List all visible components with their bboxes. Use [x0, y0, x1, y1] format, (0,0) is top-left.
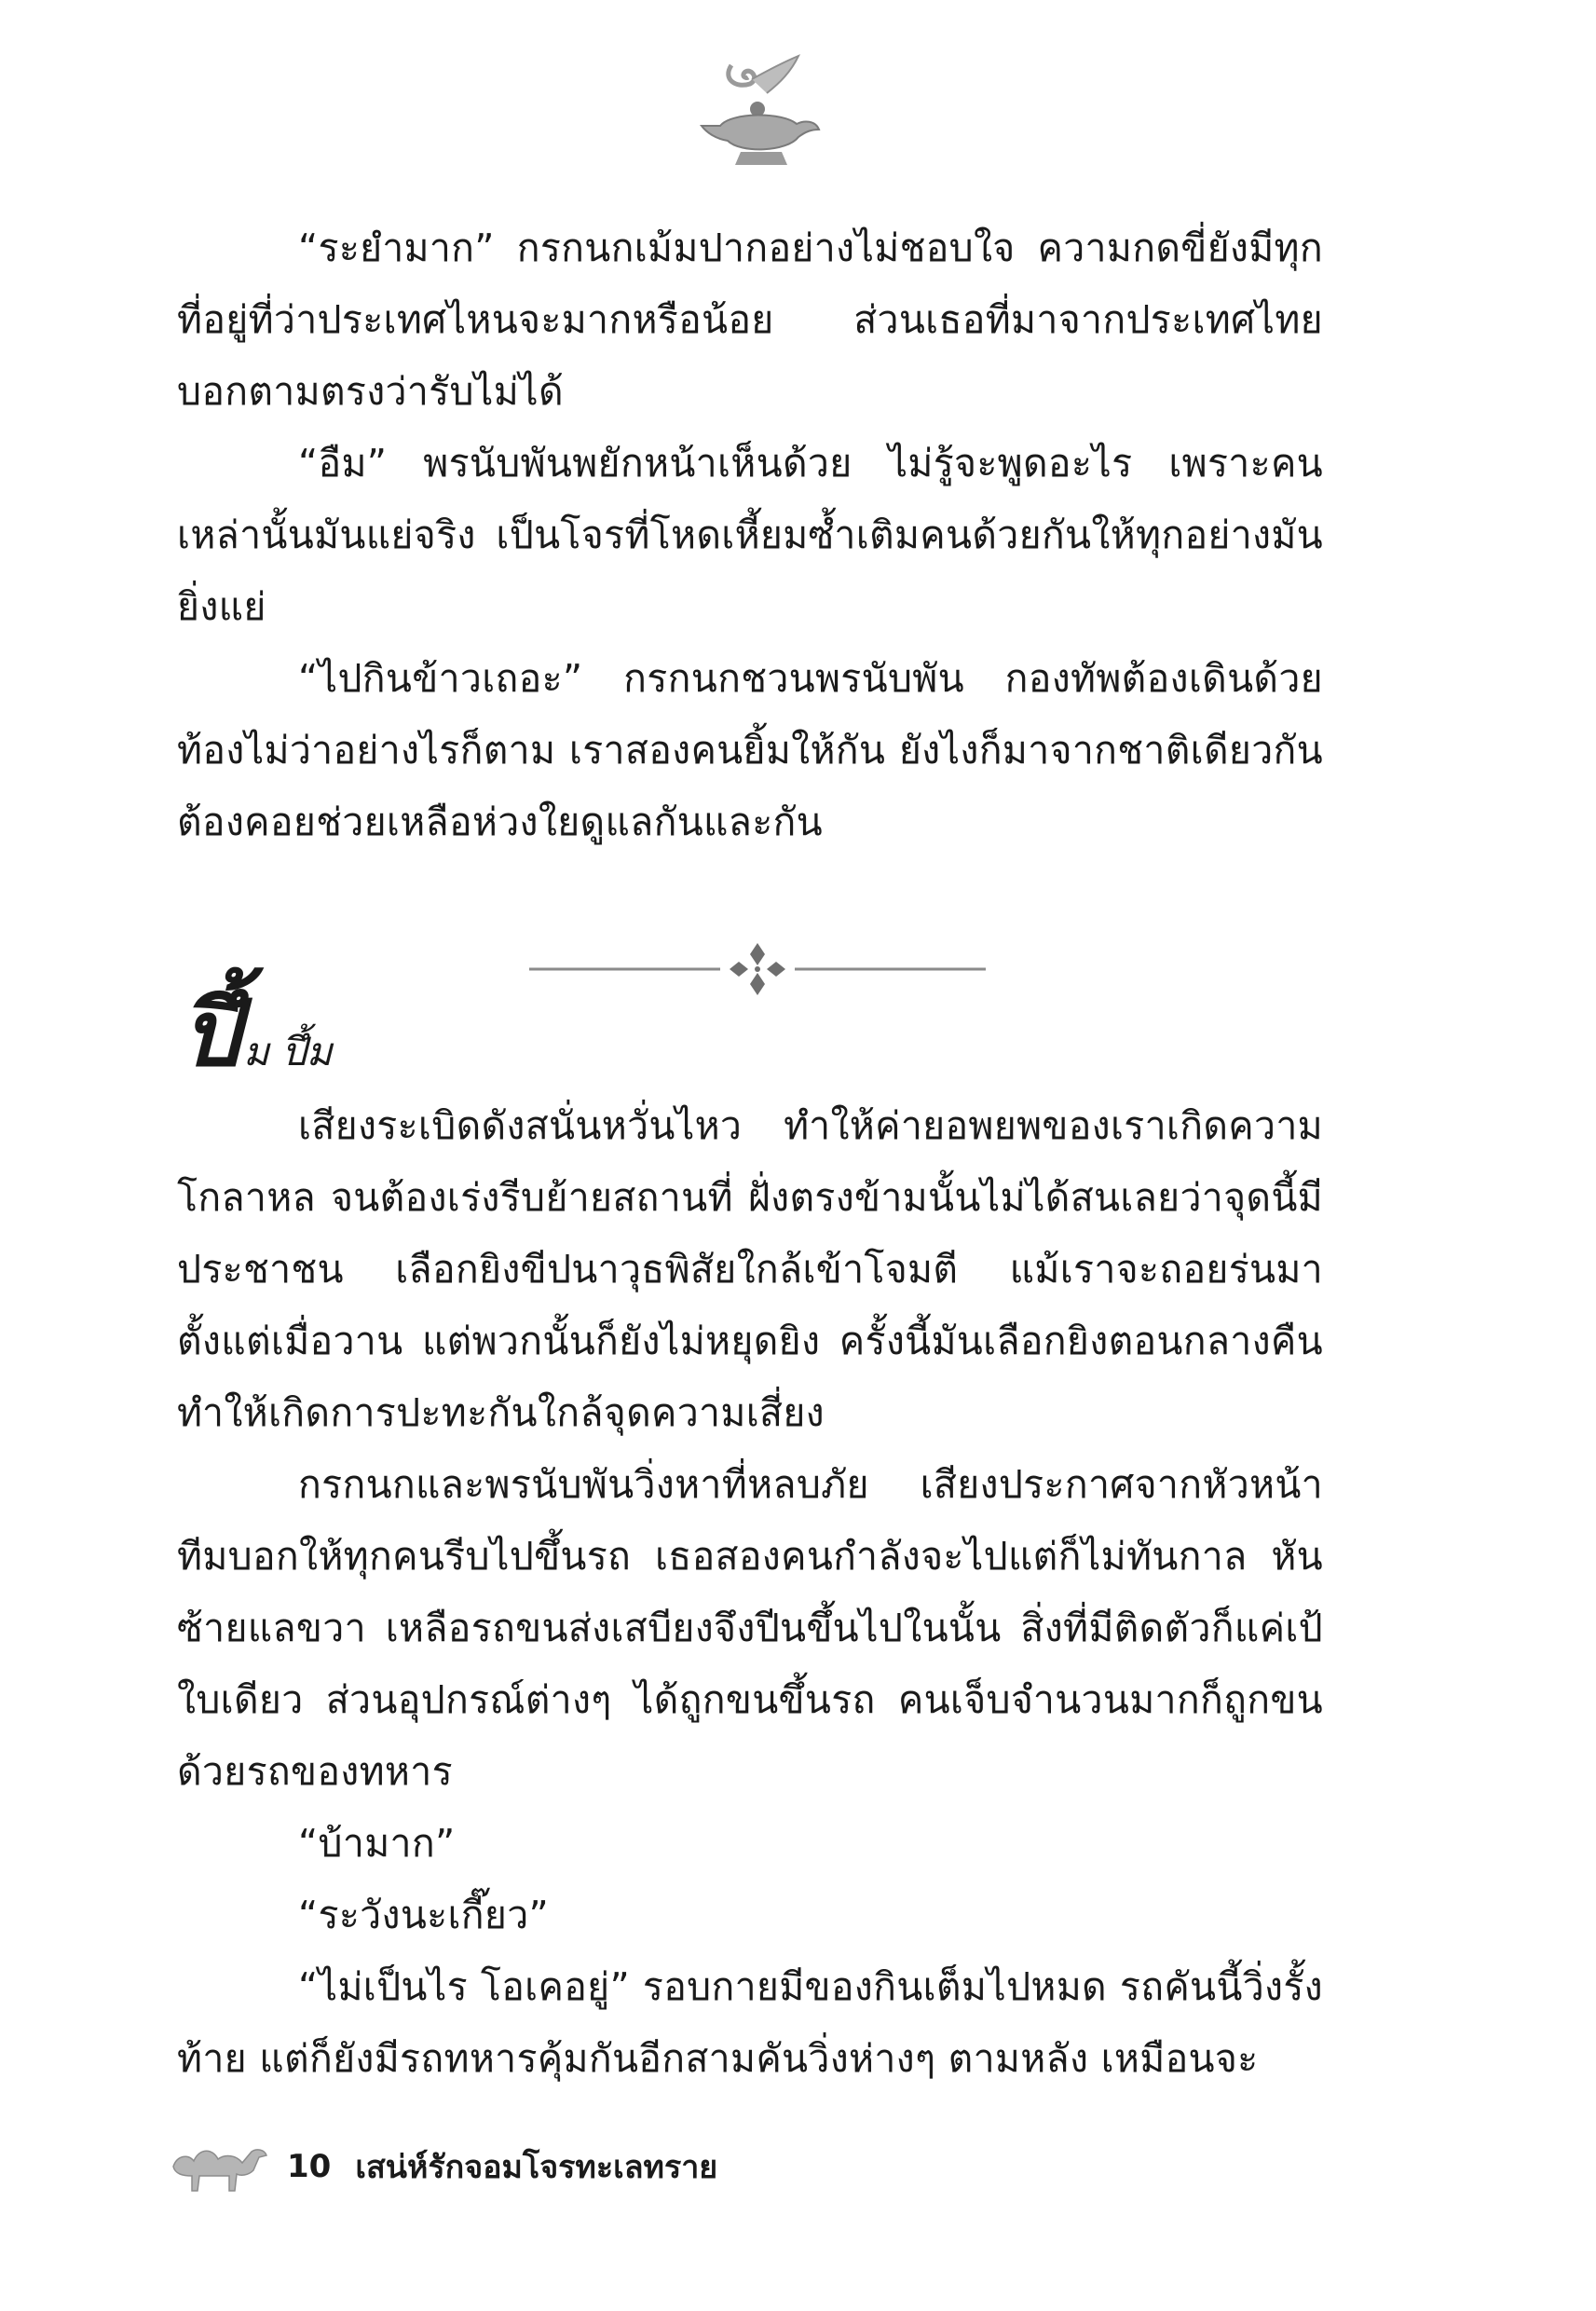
- diamond-divider-icon: [529, 932, 986, 1006]
- paragraph: “ระยำมาก” กรกนกเม้มปากอย่างไม่ชอบใจ ความกดขี่ยังมีทุกที่อยู่ที่ว่าประเทศไหนจะมากหรือน้อย ส่วนเธอที่มาจากประเทศไทยบอกตามตรงว่ารับไม่ได้: [177, 226, 1323, 414]
- dialogue-line: “ระวังนะเกี๊ยว”: [298, 1893, 550, 1937]
- paragraph: เสียงระเบิดดังสนั่นหวั่นไหว ทำให้ค่ายอพยพของเราเกิดความโกลาหล จนต้องเร่งรีบย้ายสถานที่ ฝั่งตรงข้ามนั้นไม่ได้สนเลยว่าจุดนี้มีประชาชน เลือกยิงขีปนาวุธพิสัยใกล้เข้าโจมตี แม้เราจะถอยร่นมาตั้งแต่เมื่อวาน แต่พวกนั้นก็ยังไม่หยุดยิง ครั้งนี้มันเลือกยิงตอนกลางคืนทำให้เกิดการปะทะกันใกล้จุดความเสี่ยง: [177, 1103, 1323, 1435]
- paragraph: “ไม่เป็นไร โอเคอยู่” รอบกายมีของกินเต็มไปหมด รถคันนี้วิ่งรั้งท้าย แต่ก็ยังมีรถทหารคุ้มกันอีกสามคันวิ่งห่างๆ ตามหลัง เหมือนจะ: [177, 1964, 1323, 2081]
- paragraph: “ไปกินข้าวเถอะ” กรกนกชวนพรนับพัน กองทัพต้องเดินด้วยท้องไม่ว่าอย่างไรก็ตาม เราสองคนยิ้มให้กัน ยังไงก็มาจากชาติเดียวกันต้องคอยช่วยเหลือห่วงใยดูแลกันและกัน: [177, 656, 1323, 844]
- paragraph: “อืม” พรนับพันพยักหน้าเห็นด้วย ไม่รู้จะพูดอะไร เพราะคนเหล่านั้นมันแย่จริง เป็นโจรที่โหดเหี้ยมซ้ำเติมคนด้วยกันให้ทุกอย่างมันยิ่งแย่: [177, 441, 1323, 629]
- paragraph: กรกนกและพรนับพันวิ่งหาที่หลบภัย เสียงประกาศจากหัวหน้าทีมบอกให้ทุกคนรีบไปขึ้นรถ เธอสองคนกำลังจะไปแต่ก็ไม่ทันกาล หันซ้ายแลขวา เหลือรถขนส่งเสบียงจึงปีนขึ้นไปในนั้น สิ่งที่มีติดตัวก็แค่เป้ใบเดียว ส่วนอุปกรณ์ต่างๆ ได้ถูกขนขึ้นรถ คนเจ็บจำนวนมากก็ถูกขนด้วยรถของทหาร: [177, 1462, 1323, 1794]
- dialogue-line: “บ้ามาก”: [298, 1821, 456, 1866]
- section-1: [177, 212, 1323, 858]
- book-title: เสน่ห์รักจอมโจรทะเลทราย: [355, 2149, 718, 2186]
- page-footer: [168, 2139, 717, 2195]
- section-2: [177, 1090, 1323, 2095]
- camel-icon: [168, 2139, 270, 2195]
- section-opening: [182, 978, 333, 1090]
- opening-word: ม ปึ้ม: [243, 1029, 333, 1074]
- genie-lamp-icon: [694, 51, 825, 172]
- page-number: 10: [287, 2148, 332, 2185]
- drop-cap: ปึ้: [182, 980, 240, 1087]
